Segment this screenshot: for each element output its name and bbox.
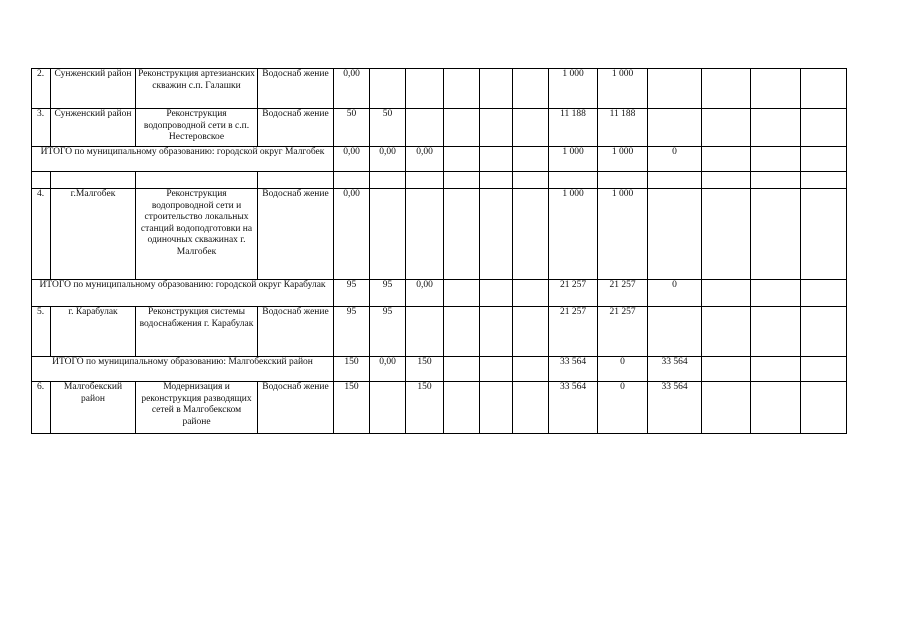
value-cell <box>513 280 549 307</box>
value-cell <box>751 280 801 307</box>
project-description: Реконструкция системы водоснабжения г. Карабулак <box>136 307 258 357</box>
value-cell <box>648 69 702 109</box>
value-cell <box>444 357 480 382</box>
empty-cell <box>480 172 513 189</box>
value-cell <box>406 307 444 357</box>
value-cell <box>444 69 480 109</box>
spacer-row <box>32 172 847 189</box>
value-cell <box>513 382 549 434</box>
value-cell <box>801 307 847 357</box>
value-cell <box>480 147 513 172</box>
value-cell <box>702 382 751 434</box>
value-cell <box>370 189 406 280</box>
value-cell <box>444 280 480 307</box>
row-number: 4. <box>32 189 51 280</box>
empty-cell <box>51 172 136 189</box>
value-cell: 1 000 <box>549 69 598 109</box>
value-cell <box>444 109 480 147</box>
project-description: Реконструкция водопроводной сети и строительство локальных станций водоподготовки на одиночных скважинах г. Малгобек <box>136 189 258 280</box>
value-cell: 33 564 <box>549 357 598 382</box>
empty-cell <box>648 172 702 189</box>
investment-table <box>31 68 847 434</box>
value-cell <box>751 147 801 172</box>
value-cell <box>370 69 406 109</box>
project-description: Реконструкция водопроводной сети в с.п. Нестеровское <box>136 109 258 147</box>
value-cell <box>444 382 480 434</box>
value-cell: 1 000 <box>598 69 648 109</box>
district-cell: г. Карабулак <box>51 307 136 357</box>
value-cell: 0 <box>598 357 648 382</box>
table-row <box>32 382 847 434</box>
value-cell: 95 <box>370 280 406 307</box>
category-cell: Водоснаб жение <box>258 69 334 109</box>
value-cell: 150 <box>334 357 370 382</box>
value-cell <box>648 109 702 147</box>
value-cell <box>751 357 801 382</box>
district-cell: Малгобекский район <box>51 382 136 434</box>
value-cell <box>480 357 513 382</box>
table-row <box>32 189 847 280</box>
total-label: ИТОГО по муниципальному образованию: городской округ Карабулак <box>32 280 334 307</box>
value-cell <box>406 189 444 280</box>
value-cell <box>751 69 801 109</box>
total-row <box>32 280 847 307</box>
value-cell: 21 257 <box>598 307 648 357</box>
value-cell: 1 000 <box>549 189 598 280</box>
value-cell <box>513 147 549 172</box>
value-cell <box>513 189 549 280</box>
table-row <box>32 69 847 109</box>
district-cell: г.Малгобек <box>51 189 136 280</box>
value-cell <box>370 382 406 434</box>
value-cell: 21 257 <box>549 307 598 357</box>
value-cell <box>480 189 513 280</box>
category-cell: Водоснаб жение <box>258 307 334 357</box>
value-cell <box>648 189 702 280</box>
value-cell: 1 000 <box>598 147 648 172</box>
value-cell <box>406 69 444 109</box>
value-cell <box>751 382 801 434</box>
value-cell <box>513 109 549 147</box>
value-cell <box>406 109 444 147</box>
empty-cell <box>258 172 334 189</box>
total-row <box>32 357 847 382</box>
value-cell: 95 <box>334 307 370 357</box>
category-cell: Водоснаб жение <box>258 189 334 280</box>
value-cell <box>702 189 751 280</box>
value-cell <box>702 109 751 147</box>
row-number: 2. <box>32 69 51 109</box>
value-cell <box>751 189 801 280</box>
value-cell: 0,00 <box>406 147 444 172</box>
value-cell <box>751 109 801 147</box>
value-cell <box>702 69 751 109</box>
row-number: 3. <box>32 109 51 147</box>
value-cell: 150 <box>334 382 370 434</box>
value-cell <box>444 307 480 357</box>
value-cell <box>480 280 513 307</box>
value-cell <box>513 307 549 357</box>
project-description: Реконструкция артезианских скважин с.п. Галашки <box>136 69 258 109</box>
value-cell: 95 <box>370 307 406 357</box>
table-row <box>32 109 847 147</box>
value-cell: 150 <box>406 382 444 434</box>
category-cell: Водоснаб жение <box>258 382 334 434</box>
value-cell <box>444 147 480 172</box>
value-cell: 0,00 <box>370 147 406 172</box>
value-cell <box>513 357 549 382</box>
value-cell: 33 564 <box>648 382 702 434</box>
total-label: ИТОГО по муниципальному образованию: городской округ Малгобек <box>32 147 334 172</box>
row-number: 6. <box>32 382 51 434</box>
empty-cell <box>513 172 549 189</box>
value-cell: 33 564 <box>648 357 702 382</box>
value-cell <box>702 147 751 172</box>
value-cell <box>801 109 847 147</box>
empty-cell <box>406 172 444 189</box>
value-cell <box>648 307 702 357</box>
value-cell: 0,00 <box>370 357 406 382</box>
value-cell <box>801 357 847 382</box>
value-cell: 150 <box>406 357 444 382</box>
empty-cell <box>751 172 801 189</box>
value-cell: 21 257 <box>549 280 598 307</box>
value-cell: 33 564 <box>549 382 598 434</box>
district-cell: Сунженский район <box>51 109 136 147</box>
value-cell <box>480 382 513 434</box>
value-cell: 50 <box>370 109 406 147</box>
category-cell: Водоснаб жение <box>258 109 334 147</box>
value-cell <box>801 382 847 434</box>
project-description: Модернизация и реконструкция разводящих сетей в Малгобекском районе <box>136 382 258 434</box>
total-label: ИТОГО по муниципальному образованию: Малгобекский район <box>32 357 334 382</box>
empty-cell <box>444 172 480 189</box>
value-cell: 21 257 <box>598 280 648 307</box>
value-cell <box>702 280 751 307</box>
value-cell <box>513 69 549 109</box>
value-cell <box>444 189 480 280</box>
value-cell <box>801 69 847 109</box>
empty-cell <box>334 172 370 189</box>
value-cell: 11 188 <box>549 109 598 147</box>
empty-cell <box>136 172 258 189</box>
empty-cell <box>549 172 598 189</box>
row-number: 5. <box>32 307 51 357</box>
value-cell <box>801 280 847 307</box>
value-cell <box>702 357 751 382</box>
value-cell <box>751 307 801 357</box>
value-cell <box>702 307 751 357</box>
value-cell: 95 <box>334 280 370 307</box>
total-row <box>32 147 847 172</box>
empty-cell <box>32 172 51 189</box>
value-cell: 0,00 <box>406 280 444 307</box>
value-cell: 1 000 <box>549 147 598 172</box>
empty-cell <box>598 172 648 189</box>
table-body <box>32 69 847 434</box>
empty-cell <box>702 172 751 189</box>
value-cell: 0,00 <box>334 147 370 172</box>
value-cell: 1 000 <box>598 189 648 280</box>
empty-cell <box>801 172 847 189</box>
value-cell: 0 <box>598 382 648 434</box>
value-cell <box>480 307 513 357</box>
value-cell <box>480 109 513 147</box>
value-cell: 0,00 <box>334 189 370 280</box>
value-cell: 0,00 <box>334 69 370 109</box>
empty-cell <box>370 172 406 189</box>
value-cell <box>801 189 847 280</box>
value-cell: 50 <box>334 109 370 147</box>
value-cell <box>480 69 513 109</box>
table-row <box>32 307 847 357</box>
value-cell <box>801 147 847 172</box>
value-cell: 0 <box>648 280 702 307</box>
district-cell: Сунженский район <box>51 69 136 109</box>
value-cell: 0 <box>648 147 702 172</box>
value-cell: 11 188 <box>598 109 648 147</box>
